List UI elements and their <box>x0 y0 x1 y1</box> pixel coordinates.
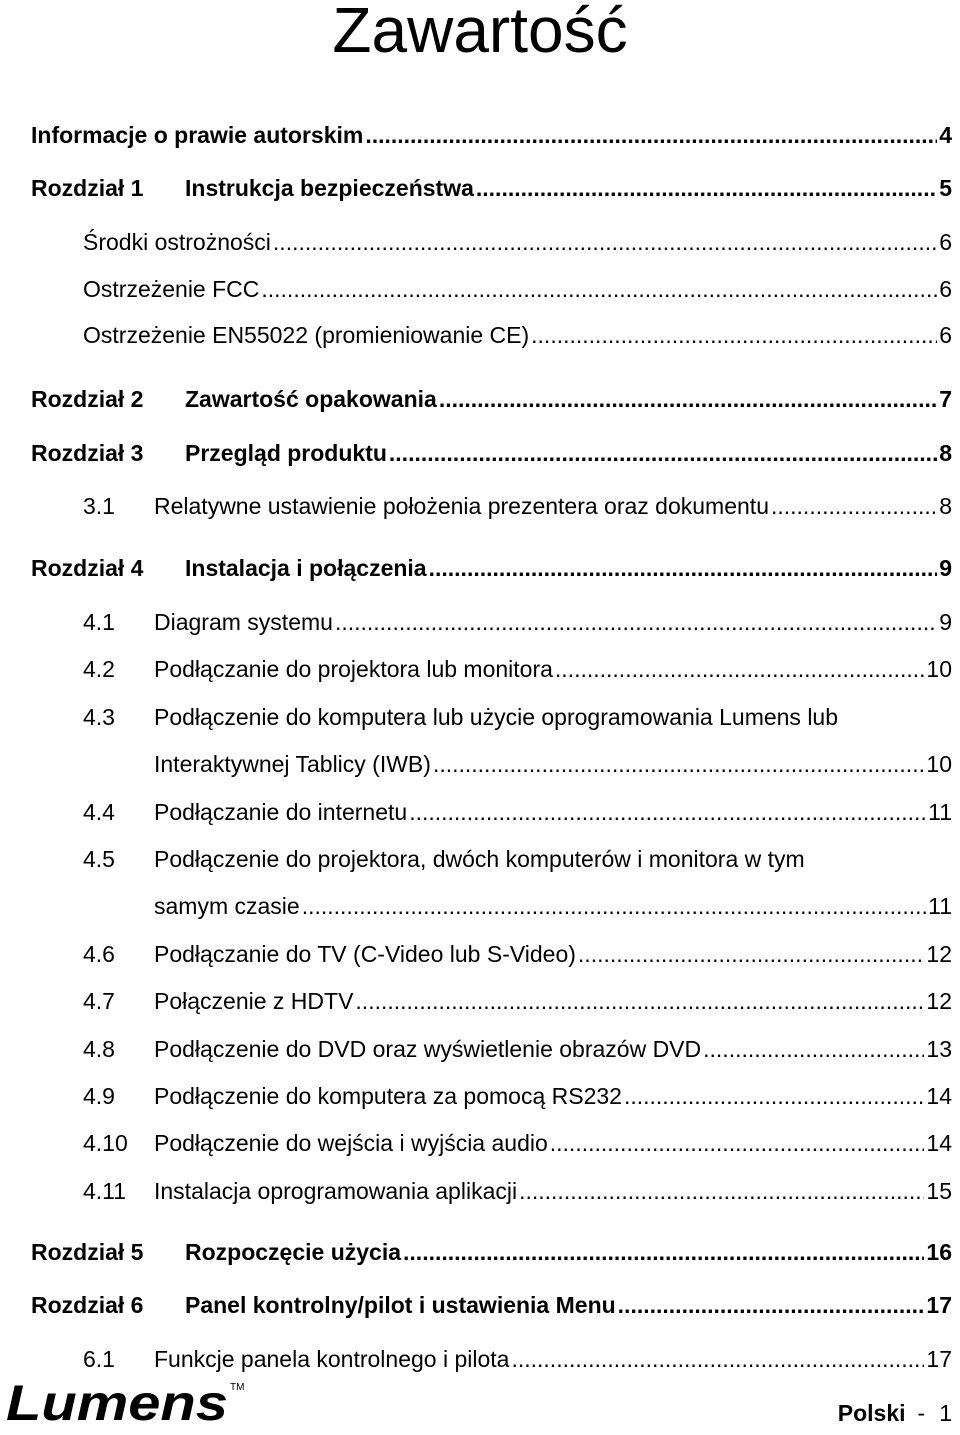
page-number: 10 <box>926 656 952 682</box>
chapter-title: Panel kontrolny/pilot i ustawienia Menu <box>185 1292 616 1318</box>
page-number: 5 <box>939 175 952 201</box>
section-title: Podłączanie do projektora lub monitora <box>154 656 553 682</box>
section-title: Funkcje panela kontrolnego i pilota <box>154 1346 510 1372</box>
toc-entry-continuation[interactable] <box>0 889 952 923</box>
page-number: 6 <box>939 276 952 302</box>
dot-leader <box>409 795 926 829</box>
page-number: 10 <box>926 751 952 777</box>
chapter-title: Zawartość opakowania <box>185 386 437 412</box>
page-number: 6 <box>939 322 952 348</box>
section-number: 3.1 <box>83 493 115 519</box>
chapter-number: Rozdział 5 <box>31 1239 144 1265</box>
section-number: 4.6 <box>83 941 115 967</box>
page-number: 12 <box>926 941 952 967</box>
section-title-continued: samym czasie <box>154 893 300 919</box>
section-number: 4.1 <box>83 609 115 635</box>
section-number: 4.3 <box>83 704 115 730</box>
page-number: 16 <box>926 1239 952 1265</box>
toc-entry-4-8[interactable] <box>0 1032 952 1066</box>
toc-entry-ostrze-enie-fcc[interactable] <box>0 272 952 306</box>
page-number: 14 <box>926 1083 952 1109</box>
dot-leader <box>273 225 937 259</box>
section-title: Podłączenie do wejścia i wyjścia audio <box>154 1130 548 1156</box>
dot-leader <box>511 1342 924 1376</box>
toc-entry-rozdzia-4[interactable] <box>0 551 952 585</box>
dot-leader <box>703 1032 924 1066</box>
section-number: 4.9 <box>83 1083 115 1109</box>
dot-leader <box>302 889 926 923</box>
section-title: Podłączenie do komputera lub użycie oprogramowania Lumens lub <box>154 704 839 730</box>
dot-leader <box>624 1079 924 1113</box>
section-title-continued: Interaktywnej Tablicy (IWB) <box>154 751 431 777</box>
page-title: Zawartość <box>332 0 628 66</box>
page-number: 13 <box>926 1036 952 1062</box>
page-number: 8 <box>939 440 952 466</box>
section-title: Podłączenie do komputera za pomocą RS232 <box>154 1083 622 1109</box>
dot-leader <box>476 171 937 205</box>
toc-entry-rozdzia-1[interactable] <box>0 171 952 205</box>
dot-leader <box>433 747 924 781</box>
dot-leader <box>335 605 937 639</box>
toc-entry-4-11[interactable] <box>0 1174 952 1208</box>
dot-leader <box>439 382 937 416</box>
toc-entry-4-7[interactable] <box>0 984 952 1018</box>
toc-entry-4-9[interactable] <box>0 1079 952 1113</box>
page-number: 17 <box>926 1346 952 1372</box>
toc-entry-continuation[interactable] <box>0 747 952 781</box>
toc-entry-4-3[interactable] <box>0 700 952 734</box>
section-number: 4.8 <box>83 1036 115 1062</box>
chapter-title: Instalacja i połączenia <box>185 555 427 581</box>
toc-entry--rodki-ostro-no-ci[interactable] <box>0 225 952 259</box>
toc-entry-4-6[interactable] <box>0 937 952 971</box>
section-title: Podłączenie do DVD oraz wyświetlenie obrazów DVD <box>154 1036 702 1062</box>
page-number: 11 <box>928 799 952 825</box>
chapter-number: Rozdział 3 <box>31 440 144 466</box>
page-number: 9 <box>939 555 952 581</box>
chapter-number: Rozdział 4 <box>31 555 144 581</box>
section-title: Połączenie z HDTV <box>154 988 354 1014</box>
section-number: 4.2 <box>83 656 115 682</box>
toc-entry-4-10[interactable] <box>0 1126 952 1160</box>
toc-entry-informacje-o-prawie-autorskim[interactable] <box>0 118 952 152</box>
toc-entry-6-1[interactable] <box>0 1342 952 1376</box>
toc-entry-ostrze-enie-en55022-promieniow[interactable] <box>0 318 952 352</box>
toc-entry-rozdzia-5[interactable] <box>0 1235 952 1269</box>
chapter-title: Rozpoczęcie użycia <box>185 1239 402 1265</box>
footer-page-number: 1 <box>939 1400 952 1426</box>
page-number: 9 <box>939 609 952 635</box>
dot-leader <box>261 272 937 306</box>
chapter-title: Przegląd produktu <box>185 440 387 466</box>
toc-entry-4-1[interactable] <box>0 605 952 639</box>
dot-leader <box>531 318 937 352</box>
chapter-title: Instrukcja bezpieczeństwa <box>185 175 474 201</box>
section-title: Diagram systemu <box>154 609 333 635</box>
dot-leader <box>519 1174 924 1208</box>
page-footer <box>838 1396 952 1430</box>
toc-entry-4-4[interactable] <box>0 795 952 829</box>
dot-leader <box>771 489 937 523</box>
toc-entry-4-2[interactable] <box>0 652 952 686</box>
section-title: Podłączanie do internetu <box>154 799 408 825</box>
dot-leader <box>429 551 938 585</box>
section-title: Środki ostrożności <box>83 229 271 255</box>
lumens-logo <box>6 1378 246 1428</box>
page-number: 11 <box>928 893 952 919</box>
section-number: 4.5 <box>83 846 115 872</box>
section-number: 4.11 <box>83 1178 127 1204</box>
page-number: 4 <box>939 122 952 148</box>
page-number: 14 <box>926 1130 952 1156</box>
section-number: 4.7 <box>83 988 115 1014</box>
dot-leader <box>578 937 924 971</box>
footer-separator: - <box>917 1400 926 1426</box>
dot-leader <box>365 118 937 152</box>
page-number: 6 <box>939 229 952 255</box>
section-number: 6.1 <box>83 1346 115 1372</box>
dot-leader <box>550 1126 925 1160</box>
dot-leader <box>555 652 925 686</box>
chapter-number: Rozdział 1 <box>31 175 144 201</box>
lumens-logo-text: Lumens <box>6 1378 229 1428</box>
section-title: Relatywne ustawienie położenia prezentera oraz dokumentu <box>154 493 769 519</box>
footer-language: Polski <box>837 1400 906 1426</box>
section-title: Podłączanie do TV (C-Video lub S-Video) <box>154 941 576 967</box>
toc-entry-4-5[interactable] <box>0 842 952 876</box>
section-title: Ostrzeżenie EN55022 (promieniowanie CE) <box>83 322 530 348</box>
section-number: 4.10 <box>83 1130 128 1156</box>
page-number: 17 <box>926 1292 952 1318</box>
page-number: 7 <box>939 386 952 412</box>
trademark-mark: TM <box>230 1382 245 1393</box>
section-title: Ostrzeżenie FCC <box>83 276 260 302</box>
toc-entry-rozdzia-3[interactable] <box>0 436 952 470</box>
dot-leader <box>618 1288 925 1322</box>
dot-leader <box>355 984 924 1018</box>
page-number: 15 <box>926 1178 952 1204</box>
chapter-number: Rozdział 6 <box>31 1292 144 1318</box>
toc-entry-rozdzia-6[interactable] <box>0 1288 952 1322</box>
section-title: Podłączenie do projektora, dwóch komputerów i monitora w tym <box>154 846 805 872</box>
section-title: Instalacja oprogramowania aplikacji <box>154 1178 518 1204</box>
page-number: 12 <box>926 988 952 1014</box>
chapter-number: Rozdział 2 <box>31 386 144 412</box>
chapter-title: Informacje o prawie autorskim <box>31 122 364 148</box>
page-number: 8 <box>939 493 952 519</box>
section-number: 4.4 <box>83 799 115 825</box>
dot-leader <box>403 1235 924 1269</box>
toc-entry-rozdzia-2[interactable] <box>0 382 952 416</box>
toc-entry-3-1[interactable] <box>0 489 952 523</box>
dot-leader <box>389 436 937 470</box>
